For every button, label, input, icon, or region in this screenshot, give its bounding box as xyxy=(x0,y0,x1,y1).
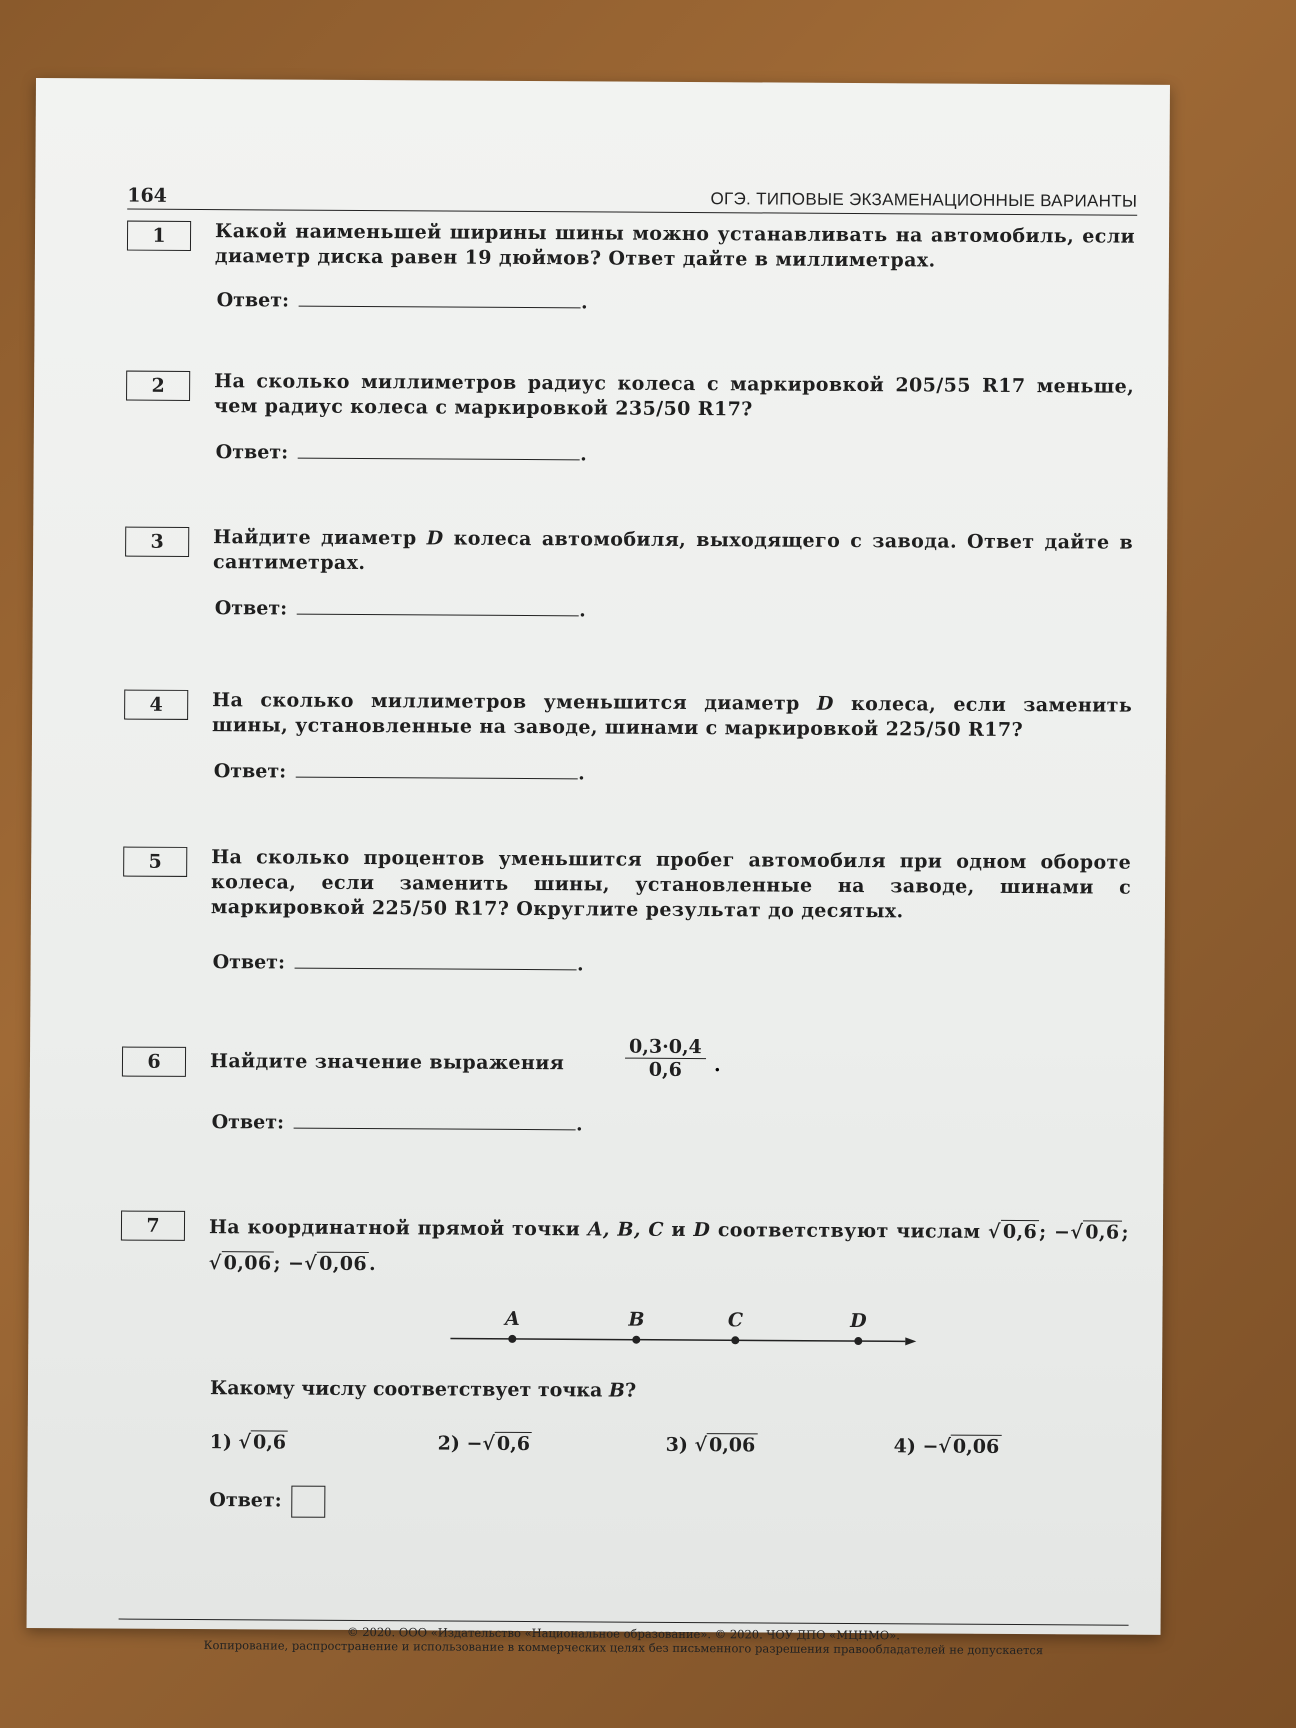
text-part: соответствуют числам xyxy=(710,1219,989,1243)
period: . xyxy=(713,1054,721,1077)
option-2[interactable] xyxy=(438,1432,532,1455)
page-footer xyxy=(118,1619,1128,1658)
radicand: 0,6 xyxy=(1083,1220,1121,1243)
point-b xyxy=(632,1336,640,1344)
separator: ; xyxy=(273,1252,282,1275)
answer-row: Ответ: . xyxy=(213,760,585,785)
answer-line[interactable] xyxy=(299,288,581,309)
axis-arrow xyxy=(905,1337,916,1345)
answer-line[interactable] xyxy=(295,950,577,971)
answer-label: Ответ: xyxy=(209,1489,282,1512)
separator: ; xyxy=(1039,1221,1047,1244)
task-7 xyxy=(121,1209,1131,1512)
answer-box[interactable] xyxy=(292,1486,326,1518)
option-1[interactable] xyxy=(210,1431,289,1453)
answer-label: Ответ: xyxy=(213,760,287,783)
answer-label: Ответ: xyxy=(212,951,286,974)
task-text: На сколько миллиметров радиус колеса с маркировкой 205/55 R17 меньше, чем радиус колеса с маркировкой 235/50 R17? xyxy=(213,370,1135,421)
minus-sign: − xyxy=(287,1252,305,1275)
minus-sign: − xyxy=(1054,1221,1071,1244)
answer-label: Ответ: xyxy=(216,289,290,312)
task-1 xyxy=(127,219,1137,314)
text-part: колеса автомобиля, выходящего с завода. Ответ дайте в сантиметрах. xyxy=(212,527,1134,575)
label-d: D xyxy=(850,1309,867,1333)
footer-notice: Копирование, распространение и использование в коммерческих целях без письменного разрешения правообладателей не допускается xyxy=(203,1638,1044,1658)
answer-row xyxy=(209,1485,326,1518)
axis-line xyxy=(450,1339,905,1342)
task-text: Какой наименьшей ширины шины можно устанавливать на автомобиль, если диаметр диска равен 19 дюймов? Ответ дайте в миллиметрах. xyxy=(214,220,1136,272)
text-part: и xyxy=(663,1218,694,1242)
task-text xyxy=(212,688,1132,744)
point-c xyxy=(731,1336,739,1344)
text-part: Найдите диаметр xyxy=(213,526,427,550)
answer-line[interactable] xyxy=(298,440,580,461)
radicand: 0,6 xyxy=(251,1430,288,1453)
fraction-expression xyxy=(625,1036,706,1081)
point-names: A, B, C xyxy=(587,1218,664,1241)
option-label: 2) xyxy=(437,1432,460,1455)
sqrt-value: √0,6 xyxy=(482,1433,532,1455)
task-text xyxy=(213,525,1133,581)
number-line xyxy=(450,1307,930,1356)
option-4[interactable] xyxy=(894,1435,1002,1458)
task-number-box: 2 xyxy=(126,371,190,401)
question-line xyxy=(210,1377,636,1402)
answer-label: Ответ: xyxy=(211,1111,285,1134)
label-b: B xyxy=(628,1308,645,1331)
running-title: ОГЭ. ТИПОВЫЕ ЭКЗАМЕНАЦИОННЫЕ ВАРИАНТЫ xyxy=(710,189,1138,211)
task-text: На координатной прямой точки A, B, C и D соответствуют числам √0,6; −√0,6; √0,06; −√0,06. xyxy=(209,1209,1129,1287)
minus-sign: − xyxy=(922,1435,939,1458)
sqrt-value: √0,6 xyxy=(1070,1214,1121,1250)
label-c: C xyxy=(727,1309,744,1332)
radicand: 0,6 xyxy=(495,1432,532,1455)
option-3[interactable] xyxy=(666,1434,758,1457)
task-text: На сколько процентов уменьшится пробег автомобиля при одном обороте колеса, если заменить шины, установленные на заводе, шинами с маркировкой 225/50 R17? Округлите результат до десятых. xyxy=(210,846,1132,923)
task-number-box: 3 xyxy=(125,527,189,557)
fraction-numerator: 0,3·0,4 xyxy=(625,1036,706,1059)
text-part: колеса, если заменить шины, установленные на заводе, шинами с маркировкой 225/50 R17? xyxy=(211,692,1133,742)
sqrt-value: √0,6 xyxy=(238,1431,288,1453)
answer-label: Ответ: xyxy=(214,597,288,620)
task-5 xyxy=(123,845,1133,976)
radicand: 0,06 xyxy=(707,1433,757,1456)
answer-label: Ответ: xyxy=(215,441,289,464)
task-4 xyxy=(124,688,1134,785)
answer-line[interactable] xyxy=(296,759,578,780)
task-number-box: 5 xyxy=(123,847,187,877)
radicand: 0,06 xyxy=(317,1252,369,1275)
sqrt-value: √0,06 xyxy=(694,1434,757,1456)
footer-copyright: © 2020. ООО «Издательство «Национальное образование». © 2020. ЧОУ ДПО «МЦНМО». xyxy=(347,1624,900,1643)
sqrt-value: √0,06 xyxy=(209,1245,274,1281)
task-text: Найдите значение выражения xyxy=(209,1050,565,1075)
option-label: 1) xyxy=(209,1431,232,1454)
paper-sheet xyxy=(27,78,1170,1658)
text-part: На сколько миллиметров уменьшится диаметр xyxy=(212,689,818,715)
page-header xyxy=(127,185,1137,216)
answer-row: Ответ: . xyxy=(216,289,588,314)
minus-sign: − xyxy=(466,1432,483,1455)
label-a: A xyxy=(504,1307,520,1330)
option-label: 4) xyxy=(893,1435,916,1458)
answer-row: Ответ: . xyxy=(214,597,586,622)
task-number-box: 1 xyxy=(127,221,191,251)
radicand: 0,06 xyxy=(951,1435,1001,1458)
variable-d: D xyxy=(426,527,444,550)
task-number-box: 6 xyxy=(122,1047,186,1077)
point-d xyxy=(854,1337,862,1345)
text-part: На координатной прямой точки xyxy=(208,1216,588,1241)
task-3 xyxy=(125,525,1135,622)
radicand: 0,06 xyxy=(222,1251,274,1274)
sqrt-value: √0,06 xyxy=(304,1246,369,1282)
page-number: 164 xyxy=(127,184,168,207)
text-part: Какому числу соответствует точка xyxy=(209,1377,610,1402)
option-label: 3) xyxy=(665,1433,688,1457)
answer-row: Ответ: . xyxy=(212,951,584,976)
radicand: 0,6 xyxy=(1001,1220,1039,1243)
sqrt-value: √0,06 xyxy=(938,1436,1001,1458)
fraction-denominator: 0,6 xyxy=(648,1058,682,1081)
sqrt-value: √0,6 xyxy=(988,1214,1039,1250)
separator: ; xyxy=(1121,1221,1130,1244)
point-name-d: D xyxy=(693,1219,711,1242)
answer-line[interactable] xyxy=(294,1110,576,1131)
answer-line[interactable] xyxy=(297,596,579,617)
answer-row: Ответ: . xyxy=(211,1111,583,1136)
task-number-box: 4 xyxy=(124,690,188,720)
answer-row: Ответ: . xyxy=(215,441,587,466)
point-a xyxy=(508,1335,516,1343)
variable-b: B xyxy=(608,1379,626,1402)
task-2 xyxy=(126,369,1136,466)
task-number-box: 7 xyxy=(121,1211,185,1241)
variable-d: D xyxy=(816,692,834,715)
text-part: ? xyxy=(624,1379,637,1402)
